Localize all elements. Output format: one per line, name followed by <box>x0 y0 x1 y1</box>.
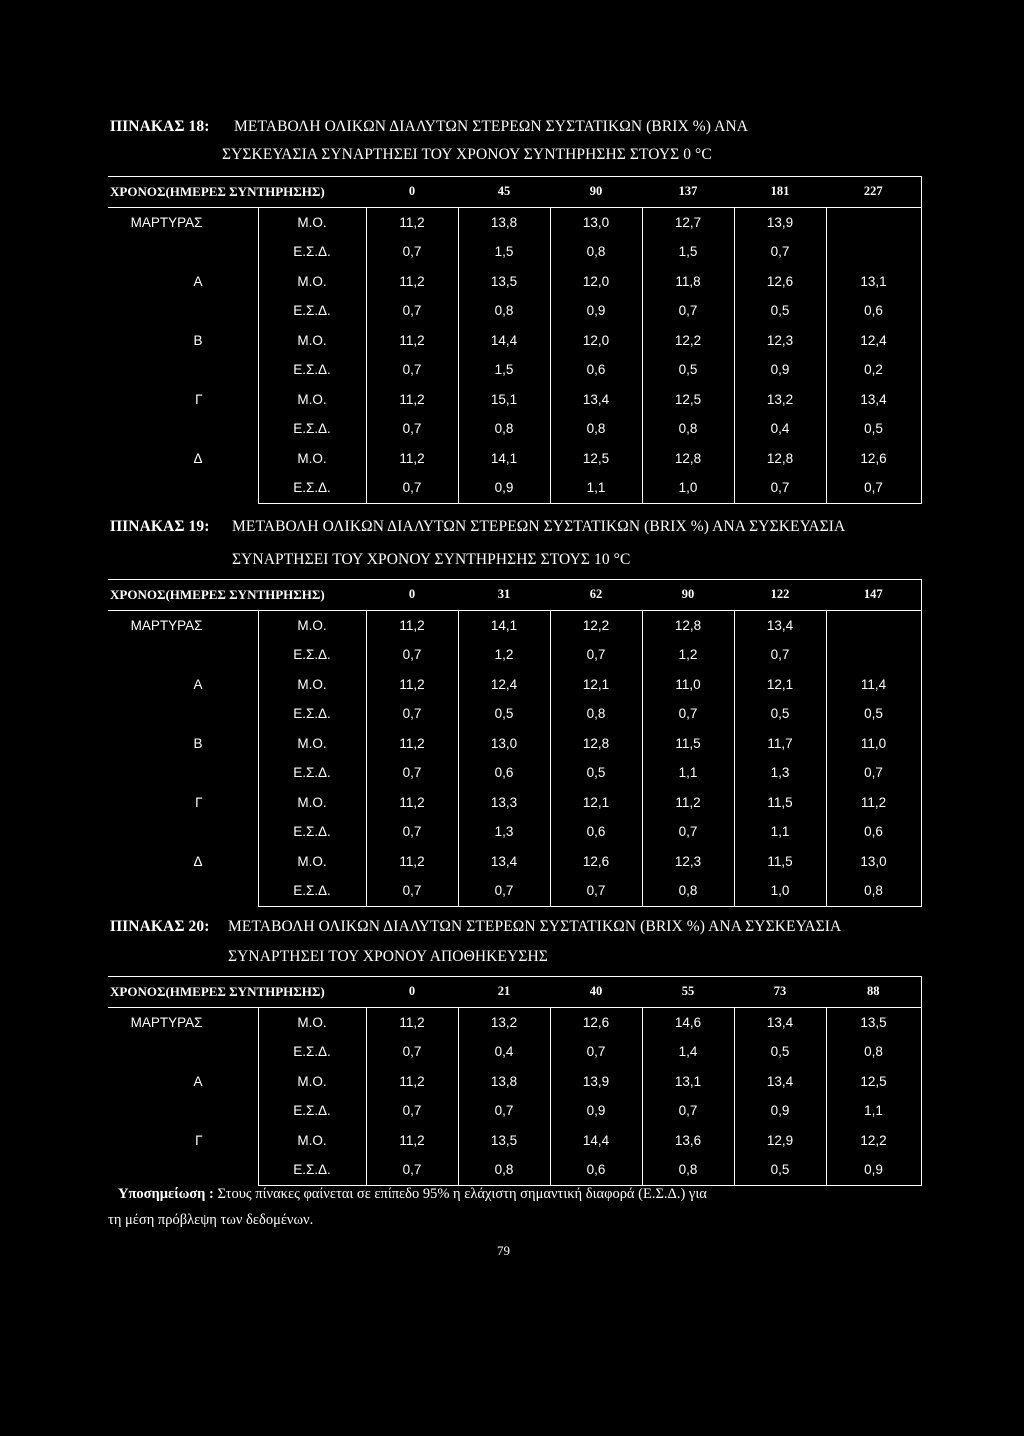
lsd-value: 1,2 <box>458 640 550 670</box>
mean-value <box>826 207 921 237</box>
mean-value: 11,8 <box>642 267 734 297</box>
group-name-empty <box>108 237 258 267</box>
mean-value: 14,1 <box>458 610 550 640</box>
mean-value: 12,9 <box>734 1126 826 1156</box>
mean-value: 13,5 <box>458 1126 550 1156</box>
time-header-label: ΧΡΟΝΟΣ(ΗΜΕΡΕΣ ΣΥΝΤΗΡΗΣΗΣ) <box>108 580 366 611</box>
lsd-value: 1,4 <box>642 1037 734 1067</box>
table-row <box>108 326 921 356</box>
lsd-value: 1,1 <box>642 758 734 788</box>
group-name-empty <box>108 699 258 729</box>
lsd-value: 0,7 <box>826 473 921 503</box>
mean-value: 11,2 <box>826 788 921 818</box>
lsd-value: 0,7 <box>366 758 458 788</box>
lsd-value: 0,6 <box>550 817 642 847</box>
mean-label: Μ.Ο. <box>258 729 366 759</box>
mean-value: 14,4 <box>550 1126 642 1156</box>
table19 <box>108 579 922 907</box>
mean-value: 11,2 <box>366 788 458 818</box>
mean-value: 12,3 <box>734 326 826 356</box>
lsd-value: 0,5 <box>734 699 826 729</box>
lsd-label: Ε.Σ.Δ. <box>258 1037 366 1067</box>
lsd-value: 0,2 <box>826 355 921 385</box>
day-header: 21 <box>458 977 550 1008</box>
day-header: 55 <box>642 977 734 1008</box>
lsd-label: Ε.Σ.Δ. <box>258 355 366 385</box>
table-row <box>108 473 921 503</box>
mean-value: 13,8 <box>458 1067 550 1097</box>
lsd-value: 1,5 <box>642 237 734 267</box>
lsd-value: 0,7 <box>366 355 458 385</box>
mean-value: 13,4 <box>734 1067 826 1097</box>
mean-value <box>826 610 921 640</box>
mean-value: 13,0 <box>826 847 921 877</box>
time-header-label: ΧΡΟΝΟΣ(ΗΜΕΡΕΣ ΣΥΝΤΗΡΗΣΗΣ) <box>108 977 366 1008</box>
mean-value: 11,2 <box>366 326 458 356</box>
group-name: Δ <box>193 450 203 466</box>
lsd-value: 0,8 <box>826 876 921 906</box>
mean-value: 11,2 <box>366 729 458 759</box>
group-name: ΜΑΡΤΥΡΑΣ <box>130 214 203 230</box>
mean-value: 15,1 <box>458 385 550 415</box>
mean-value: 14,4 <box>458 326 550 356</box>
lsd-value: 1,5 <box>458 355 550 385</box>
mean-value: 12,2 <box>550 610 642 640</box>
lsd-value: 0,6 <box>550 1155 642 1185</box>
lsd-value <box>826 640 921 670</box>
mean-value: 13,6 <box>642 1126 734 1156</box>
table-row <box>108 267 921 297</box>
lsd-label: Ε.Σ.Δ. <box>258 1155 366 1185</box>
group-name-empty <box>108 1096 258 1126</box>
group-name-empty <box>108 876 258 906</box>
lsd-value: 0,7 <box>826 758 921 788</box>
table-row <box>108 610 921 640</box>
mean-value: 13,0 <box>458 729 550 759</box>
mean-value: 11,2 <box>366 267 458 297</box>
group-name-empty <box>108 758 258 788</box>
lsd-value: 0,5 <box>734 1155 826 1185</box>
day-header: 73 <box>734 977 826 1008</box>
table-row <box>108 385 921 415</box>
mean-value: 11,2 <box>366 847 458 877</box>
mean-value: 13,1 <box>642 1067 734 1097</box>
mean-label: Μ.Ο. <box>258 444 366 474</box>
mean-value: 11,2 <box>366 1007 458 1037</box>
mean-value: 13,4 <box>734 1007 826 1037</box>
mean-value: 11,5 <box>734 788 826 818</box>
group-name: Α <box>193 676 203 692</box>
lsd-label: Ε.Σ.Δ. <box>258 817 366 847</box>
mean-value: 12,6 <box>826 444 921 474</box>
lsd-value: 0,7 <box>642 817 734 847</box>
mean-label: Μ.Ο. <box>258 610 366 640</box>
table18-caption <box>110 118 748 136</box>
day-header: 147 <box>826 580 921 611</box>
table-row <box>108 237 921 267</box>
lsd-value: 0,7 <box>366 699 458 729</box>
day-header: 62 <box>550 580 642 611</box>
group-name: Β <box>193 735 203 751</box>
group-name-empty <box>108 355 258 385</box>
lsd-value: 0,7 <box>642 1096 734 1126</box>
lsd-value: 0,8 <box>550 237 642 267</box>
lsd-value: 1,0 <box>734 876 826 906</box>
lsd-value: 0,7 <box>366 817 458 847</box>
mean-value: 12,4 <box>458 670 550 700</box>
mean-label: Μ.Ο. <box>258 326 366 356</box>
lsd-label: Ε.Σ.Δ. <box>258 473 366 503</box>
lsd-value: 0,7 <box>366 414 458 444</box>
table-row <box>108 414 921 444</box>
table-row <box>108 1007 921 1037</box>
lsd-value: 1,1 <box>826 1096 921 1126</box>
mean-value: 12,2 <box>826 1126 921 1156</box>
lsd-value: 0,7 <box>458 1096 550 1126</box>
lsd-value: 0,9 <box>550 296 642 326</box>
lsd-value: 0,5 <box>734 296 826 326</box>
day-header: 0 <box>366 977 458 1008</box>
day-header: 0 <box>366 177 458 208</box>
mean-value: 11,2 <box>366 444 458 474</box>
lsd-value: 0,9 <box>734 1096 826 1126</box>
table20 <box>108 976 922 1186</box>
lsd-value: 0,7 <box>366 296 458 326</box>
lsd-value: 0,6 <box>826 296 921 326</box>
group-name-empty <box>108 1037 258 1067</box>
lsd-value: 1,1 <box>734 817 826 847</box>
table19-title-line1: ΜΕΤΑΒΟΛΗ ΟΛΙΚΩΝ ΔΙΑΛΥΤΩΝ ΣΤΕΡΕΩΝ ΣΥΣΤΑΤΙΚΩΝ (BRIX %) ΑΝΑ ΣΥΣΚΕΥΑΣΙΑ <box>232 518 846 535</box>
mean-value: 13,0 <box>550 207 642 237</box>
lsd-value: 0,7 <box>734 473 826 503</box>
day-header: 137 <box>642 177 734 208</box>
lsd-value: 0,8 <box>550 699 642 729</box>
day-header: 122 <box>734 580 826 611</box>
table-row <box>108 640 921 670</box>
lsd-value: 0,7 <box>550 640 642 670</box>
table-row <box>108 670 921 700</box>
lsd-label: Ε.Σ.Δ. <box>258 237 366 267</box>
mean-value: 13,2 <box>734 385 826 415</box>
lsd-value: 0,5 <box>826 414 921 444</box>
footnote-text: Στους πίνακες φαίνεται σε επίπεδο 95% η ελάχιστη σημαντική διαφορά (Ε.Σ.Δ.) για <box>217 1186 707 1202</box>
mean-value: 13,9 <box>734 207 826 237</box>
lsd-value: 1,0 <box>642 473 734 503</box>
group-name: Β <box>193 332 203 348</box>
mean-value: 12,5 <box>826 1067 921 1097</box>
group-name: Α <box>193 273 203 289</box>
table-row <box>108 699 921 729</box>
lsd-value: 0,7 <box>642 296 734 326</box>
lsd-value: 0,7 <box>366 1096 458 1126</box>
lsd-value: 0,7 <box>458 876 550 906</box>
day-header: 31 <box>458 580 550 611</box>
table20-title-line2: ΣΥΝΑΡΤΗΣΕΙ ΤΟΥ ΧΡΟΝΟΥ ΑΠΟΘΗΚΕΥΣΗΣ <box>228 948 548 965</box>
lsd-value: 0,7 <box>550 1037 642 1067</box>
table-row <box>108 444 921 474</box>
mean-value: 12,8 <box>734 444 826 474</box>
mean-value: 11,7 <box>734 729 826 759</box>
lsd-value: 0,9 <box>734 355 826 385</box>
lsd-value: 0,5 <box>734 1037 826 1067</box>
table-header-row <box>108 977 921 1008</box>
mean-value: 12,6 <box>550 847 642 877</box>
lsd-value: 0,7 <box>366 876 458 906</box>
mean-value: 13,5 <box>826 1007 921 1037</box>
lsd-value: 0,7 <box>366 1155 458 1185</box>
group-name: ΜΑΡΤΥΡΑΣ <box>130 1014 203 1030</box>
table18 <box>108 176 922 504</box>
lsd-value: 0,5 <box>642 355 734 385</box>
lsd-label: Ε.Σ.Δ. <box>258 296 366 326</box>
mean-value: 12,0 <box>550 326 642 356</box>
mean-value: 12,8 <box>642 610 734 640</box>
table18-title-line2: ΣΥΣΚΕΥΑΣΙΑ ΣΥΝΑΡΤΗΣΕΙ ΤΟΥ ΧΡΟΝΟΥ ΣΥΝΤΗΡΗΣΗΣ ΣΤΟΥΣ 0 °C <box>222 146 712 163</box>
mean-value: 13,5 <box>458 267 550 297</box>
table-row <box>108 1155 921 1185</box>
table-row <box>108 1067 921 1097</box>
mean-value: 12,8 <box>642 444 734 474</box>
mean-value: 12,6 <box>734 267 826 297</box>
mean-value: 14,1 <box>458 444 550 474</box>
mean-value: 11,5 <box>734 847 826 877</box>
mean-value: 11,4 <box>826 670 921 700</box>
group-name-empty <box>108 414 258 444</box>
table-row <box>108 876 921 906</box>
day-header: 88 <box>826 977 921 1008</box>
mean-value: 11,0 <box>642 670 734 700</box>
lsd-value: 0,9 <box>458 473 550 503</box>
mean-value: 12,1 <box>550 788 642 818</box>
table18-title-line1: ΜΕΤΑΒΟΛΗ ΟΛΙΚΩΝ ΔΙΑΛΥΤΩΝ ΣΤΕΡΕΩΝ ΣΥΣΤΑΤΙΚΩΝ (BRIX %) ΑΝΑ <box>234 118 749 135</box>
lsd-value: 0,6 <box>550 355 642 385</box>
group-name: Γ <box>195 391 203 407</box>
footnote-label: Υποσημείωση : <box>118 1186 214 1202</box>
mean-value: 13,2 <box>458 1007 550 1037</box>
table20-caption <box>110 918 841 936</box>
lsd-label: Ε.Σ.Δ. <box>258 699 366 729</box>
group-name-empty <box>108 473 258 503</box>
table18-label: ΠΙΝΑΚΑΣ 18: <box>110 118 210 135</box>
lsd-value: 0,5 <box>826 699 921 729</box>
lsd-value: 0,8 <box>458 1155 550 1185</box>
table-row <box>108 788 921 818</box>
lsd-value: 0,9 <box>550 1096 642 1126</box>
lsd-value: 1,5 <box>458 237 550 267</box>
lsd-value: 0,8 <box>642 1155 734 1185</box>
table-row <box>108 207 921 237</box>
lsd-value: 0,7 <box>550 876 642 906</box>
mean-value: 14,6 <box>642 1007 734 1037</box>
mean-value: 13,4 <box>458 847 550 877</box>
mean-label: Μ.Ο. <box>258 207 366 237</box>
mean-label: Μ.Ο. <box>258 1126 366 1156</box>
lsd-value: 0,7 <box>642 699 734 729</box>
table-row <box>108 1037 921 1067</box>
mean-label: Μ.Ο. <box>258 847 366 877</box>
table-header-row <box>108 580 921 611</box>
mean-value: 12,0 <box>550 267 642 297</box>
mean-value: 12,6 <box>550 1007 642 1037</box>
mean-value: 12,1 <box>550 670 642 700</box>
mean-value: 13,9 <box>550 1067 642 1097</box>
day-header: 227 <box>826 177 921 208</box>
table-row <box>108 1126 921 1156</box>
lsd-value: 0,5 <box>458 699 550 729</box>
mean-value: 13,4 <box>734 610 826 640</box>
table-row <box>108 758 921 788</box>
day-header: 181 <box>734 177 826 208</box>
table19-caption <box>110 518 845 536</box>
mean-label: Μ.Ο. <box>258 385 366 415</box>
lsd-value: 0,7 <box>366 640 458 670</box>
mean-value: 11,2 <box>642 788 734 818</box>
lsd-value: 0,9 <box>826 1155 921 1185</box>
table-row <box>108 847 921 877</box>
mean-value: 11,2 <box>366 610 458 640</box>
day-header: 45 <box>458 177 550 208</box>
mean-value: 12,7 <box>642 207 734 237</box>
mean-value: 12,1 <box>734 670 826 700</box>
lsd-label: Ε.Σ.Δ. <box>258 414 366 444</box>
mean-label: Μ.Ο. <box>258 788 366 818</box>
mean-value: 11,2 <box>366 1067 458 1097</box>
group-name-empty <box>108 1155 258 1185</box>
mean-value: 13,1 <box>826 267 921 297</box>
group-name: Γ <box>195 794 203 810</box>
mean-value: 13,4 <box>826 385 921 415</box>
mean-label: Μ.Ο. <box>258 1067 366 1097</box>
table19-label: ΠΙΝΑΚΑΣ 19: <box>110 518 210 535</box>
time-header-label: ΧΡΟΝΟΣ(ΗΜΕΡΕΣ ΣΥΝΤΗΡΗΣΗΣ) <box>108 177 366 208</box>
mean-value: 12,4 <box>826 326 921 356</box>
lsd-value <box>826 237 921 267</box>
lsd-label: Ε.Σ.Δ. <box>258 876 366 906</box>
table-row <box>108 296 921 326</box>
lsd-value: 1,3 <box>734 758 826 788</box>
mean-value: 12,8 <box>550 729 642 759</box>
lsd-value: 0,8 <box>826 1037 921 1067</box>
lsd-value: 0,8 <box>642 876 734 906</box>
mean-value: 11,2 <box>366 670 458 700</box>
lsd-label: Ε.Σ.Δ. <box>258 1096 366 1126</box>
mean-value: 11,2 <box>366 1126 458 1156</box>
mean-value: 12,2 <box>642 326 734 356</box>
lsd-value: 0,8 <box>458 296 550 326</box>
footnote-line2: τη μέση πρόβλεψη των δεδομένων. <box>108 1212 314 1228</box>
lsd-value: 0,5 <box>550 758 642 788</box>
day-header: 0 <box>366 580 458 611</box>
group-name-empty <box>108 640 258 670</box>
mean-value: 12,5 <box>642 385 734 415</box>
group-name: Α <box>193 1073 203 1089</box>
table20-label: ΠΙΝΑΚΑΣ 20: <box>110 918 210 935</box>
lsd-value: 0,7 <box>734 237 826 267</box>
mean-value: 12,5 <box>550 444 642 474</box>
lsd-value: 0,4 <box>734 414 826 444</box>
table-row <box>108 355 921 385</box>
lsd-label: Ε.Σ.Δ. <box>258 758 366 788</box>
lsd-value: 0,6 <box>826 817 921 847</box>
lsd-value: 1,2 <box>642 640 734 670</box>
mean-value: 13,4 <box>550 385 642 415</box>
mean-value: 12,3 <box>642 847 734 877</box>
group-name: Γ <box>195 1132 203 1148</box>
table20-title-line1: ΜΕΤΑΒΟΛΗ ΟΛΙΚΩΝ ΔΙΑΛΥΤΩΝ ΣΤΕΡΕΩΝ ΣΥΣΤΑΤΙΚΩΝ (BRIX %) ΑΝΑ ΣΥΣΚΕΥΑΣΙΑ <box>228 918 842 935</box>
mean-value: 11,0 <box>826 729 921 759</box>
day-header: 90 <box>642 580 734 611</box>
table-row <box>108 817 921 847</box>
table19-title-line2: ΣΥΝΑΡΤΗΣΕΙ ΤΟΥ ΧΡΟΝΟΥ ΣΥΝΤΗΡΗΣΗΣ ΣΤΟΥΣ 10 °C <box>232 551 631 568</box>
footnote-line1 <box>118 1186 707 1203</box>
lsd-label: Ε.Σ.Δ. <box>258 640 366 670</box>
lsd-value: 0,4 <box>458 1037 550 1067</box>
day-header: 40 <box>550 977 642 1008</box>
group-name-empty <box>108 296 258 326</box>
day-header: 90 <box>550 177 642 208</box>
lsd-value: 0,8 <box>642 414 734 444</box>
lsd-value: 0,7 <box>734 640 826 670</box>
mean-label: Μ.Ο. <box>258 670 366 700</box>
mean-value: 11,5 <box>642 729 734 759</box>
lsd-value: 1,1 <box>550 473 642 503</box>
group-name: Δ <box>193 853 203 869</box>
lsd-value: 0,8 <box>550 414 642 444</box>
lsd-value: 0,7 <box>366 237 458 267</box>
group-name-empty <box>108 817 258 847</box>
lsd-value: 0,7 <box>366 473 458 503</box>
lsd-value: 1,3 <box>458 817 550 847</box>
mean-value: 11,2 <box>366 385 458 415</box>
mean-value: 11,2 <box>366 207 458 237</box>
mean-label: Μ.Ο. <box>258 1007 366 1037</box>
mean-value: 13,3 <box>458 788 550 818</box>
lsd-value: 0,7 <box>366 1037 458 1067</box>
table-row <box>108 1096 921 1126</box>
mean-value: 13,8 <box>458 207 550 237</box>
table-row <box>108 729 921 759</box>
mean-label: Μ.Ο. <box>258 267 366 297</box>
lsd-value: 0,8 <box>458 414 550 444</box>
page-number: 79 <box>497 1243 510 1258</box>
group-name: ΜΑΡΤΥΡΑΣ <box>130 617 203 633</box>
lsd-value: 0,6 <box>458 758 550 788</box>
table-header-row <box>108 177 921 208</box>
